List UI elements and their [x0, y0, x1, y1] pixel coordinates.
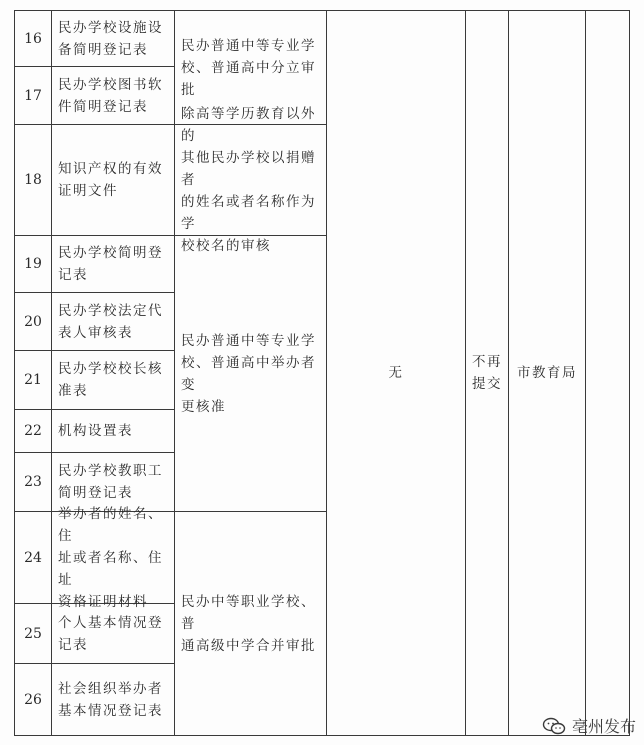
item-name	[52, 351, 174, 409]
item-name	[52, 505, 174, 610]
item-name-text: 机构设置表	[58, 423, 133, 439]
row-number: 17	[24, 87, 42, 104]
approval-group-text: 民办普通中等专业学 校、普通高中举办者变 更核准	[181, 332, 316, 415]
item-name-text: 举办者的姓名、住 址或者名称、住址 资格证明材料	[58, 505, 163, 610]
item-name	[52, 67, 174, 124]
watermark	[542, 714, 636, 737]
row-number: 22	[24, 423, 42, 439]
approval-group-text: 除高等学历教育以外的 其他民办学校以捐赠者 的姓名或者名称作为学 校校名的审核	[181, 106, 316, 254]
row-number: 19	[24, 256, 42, 272]
item-name-text: 民办学校简明登 记表	[58, 245, 163, 283]
table-border-bottom	[14, 735, 630, 736]
item-name	[52, 664, 174, 735]
department-text: 市教育局	[517, 365, 577, 381]
replacement-text: 无	[388, 365, 404, 381]
watermark-text: 亳州发布	[571, 717, 636, 736]
item-name-text: 民办学校图书软 件简明登记表	[58, 76, 163, 115]
item-name	[52, 236, 174, 292]
item-name-text: 民办学校教职工 简明登记表	[58, 463, 163, 501]
handling-cell	[466, 11, 508, 735]
row-number: 18	[24, 172, 42, 188]
row-number: 24	[24, 549, 42, 566]
item-name	[52, 604, 174, 663]
approval-group	[175, 106, 326, 254]
department-cell	[509, 11, 585, 735]
item-name	[52, 293, 174, 350]
approval-group-text: 民办普通中等专业学 校、普通高中分立审批	[181, 37, 316, 98]
wechat-icon	[542, 717, 566, 735]
table-border-right	[629, 10, 630, 736]
row-number: 20	[24, 313, 42, 330]
approval-group	[175, 512, 326, 735]
item-name-text: 民办学校设施设 备简明登记表	[58, 19, 163, 58]
row-number: 25	[24, 625, 42, 642]
empty-cell	[586, 11, 629, 735]
item-name-text: 社会组织举办者 基本情况登记表	[58, 680, 163, 719]
item-name	[52, 410, 174, 452]
approval-group-text: 民办中等职业学校、普 通高级中学合并审批	[181, 593, 316, 654]
item-name-text: 个人基本情况登 记表	[58, 614, 163, 653]
item-name	[52, 125, 174, 235]
item-name-text: 民办学校校长核 准表	[58, 361, 163, 399]
row-number: 23	[24, 474, 42, 490]
item-name-text: 知识产权的有效 证明文件	[58, 161, 163, 199]
row-number: 16	[24, 30, 42, 47]
item-name-text: 民办学校法定代 表人审核表	[58, 302, 163, 341]
row-number: 26	[24, 691, 42, 708]
row-number: 21	[24, 372, 42, 388]
handling-text: 不再 提交	[472, 354, 502, 392]
replacement-cell	[327, 11, 465, 735]
approval-group	[175, 236, 326, 511]
item-name	[52, 11, 174, 66]
